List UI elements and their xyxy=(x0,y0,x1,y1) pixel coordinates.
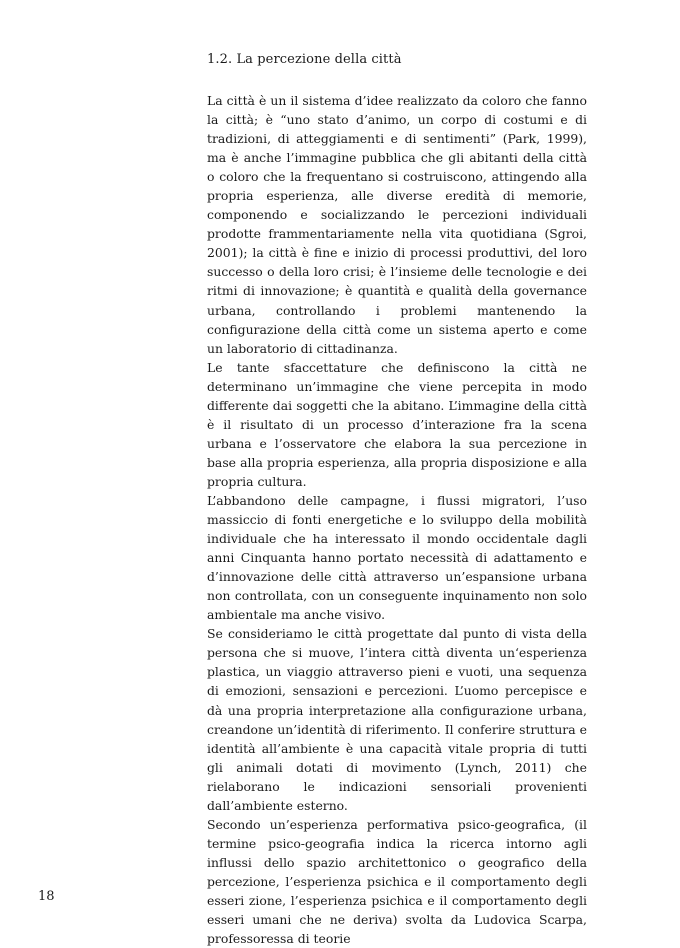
paragraph: La città è un il sistema d’idee realizzato da coloro che fanno la città; è “uno stato d’animo, un corpo di costumi e di tradizioni, di atteggiamenti e di sentimenti” (Park, 1999), ma è anche l’immagine pubblica che gli abitanti della città o coloro che la frequentano si costruiscono, attingendo alla propria esperienza, alle diverse eredità di memorie, componendo e socializzando le percezioni individuali prodotte frammentariamente nella vita quotidiana (Sgroi, 2001); la città è fine e inizio di processi produttivi, del loro successo o della loro crisi; è l’insieme delle tecnologie e dei ritmi di innovazione; è quantità e qualità della governance urbana, controllando i problemi mantenendo la configurazione della città come un sistema aperto e come un laboratorio di cittadinanza. xyxy=(207,93,587,356)
section-heading: 1.2. La percezione della città xyxy=(207,52,402,67)
paragraph: Secondo un’esperienza performativa psico-geografica, (il termine psico-geografia indica la ricerca intorno agli influssi dello spazio architettonico o geografico della percezione, l’esperienza psichica e il comportamento degli esseri zione, l’esperienza psichica e il comportamento degli esseri umani che ne deriva) svolta da Ludovica Scarpa, professoressa di teorie xyxy=(207,816,587,947)
body-text xyxy=(207,91,587,948)
paragraph: Le tante sfaccettature che definiscono la città ne determinano un’immagine che viene percepita in modo differente dai soggetti che la abitano. L’immagine della città è il risultato di un processo d’interazione fra la scena urbana e l’osservatore che elabora la sua percezione in base alla propria esperienza, alla propria disposizione e alla propria cultura. xyxy=(207,359,587,489)
paragraph: Se consideriamo le città progettate dal punto di vista della persona che si muove, l’intera città diventa un‘esperienza plastica, un viaggio attraverso pieni e vuoti, una sequenza di emozioni, sensazioni e percezioni. L’uomo percepisce e dà una propria interpretazione alla configurazione urbana, creandone un’identità di riferimento. Il conferire struttura e identità all’ambiente è una capacità vitale propria di tutti gli animali dotati di movimento (Lynch, 2011) che rielaborano le indicazioni sensoriali provenienti dall’ambiente esterno. xyxy=(207,626,587,813)
page-number: 18 xyxy=(38,889,55,904)
paragraph: L’abbandono delle campagne, i flussi migratori, l’uso massiccio di fonti energetiche e lo sviluppo della mobilità individuale che ha interessato il mondo occidentale dagli anni Cinquanta hanno portato necessità di adattamento e d’innovazione delle città attraverso un’espansione urbana non controllata, con un conseguente inquinamento non solo ambientale ma anche visivo. xyxy=(207,492,587,623)
